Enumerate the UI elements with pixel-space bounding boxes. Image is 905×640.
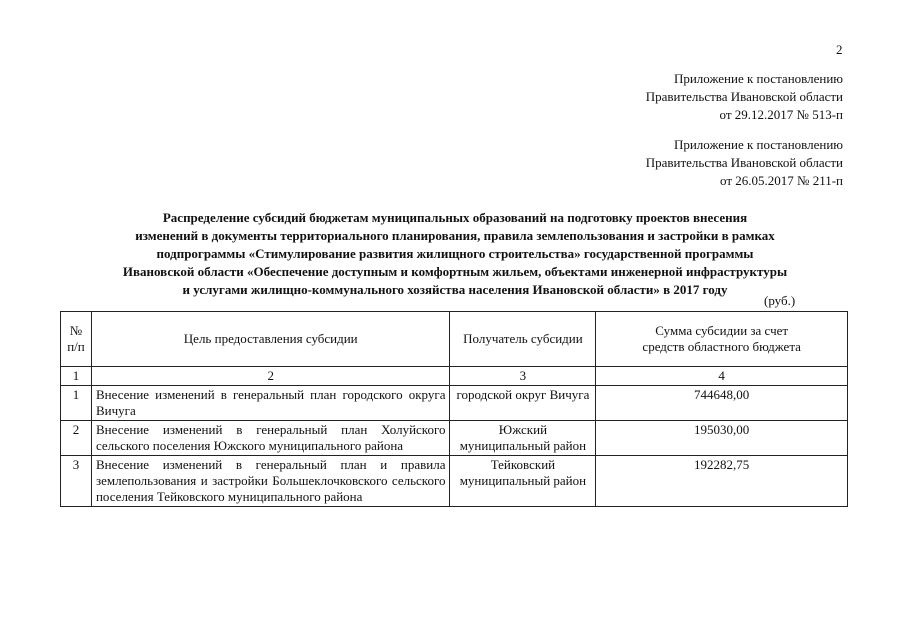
header-num-line-1: № [69, 323, 83, 338]
row-recipient: Южский муниципальный район [450, 421, 596, 456]
column-number: 1 [61, 367, 92, 386]
subsidy-table [60, 311, 848, 507]
title-line-3: подпрограммы «Стимулирование развития жилищного строительства» государственной программы [156, 246, 754, 261]
appendix-1-line-2: Правительства Ивановской области [645, 89, 843, 104]
row-purpose: Внесение изменений в генеральный план Холуйского сельского поселения Южского муниципального района [91, 421, 450, 456]
page-number: 2 [836, 42, 843, 57]
table-header-row [61, 312, 848, 367]
row-number: 2 [61, 421, 92, 456]
appendix-2-line-1: Приложение к постановлению [673, 137, 843, 152]
row-purpose: Внесение изменений в генеральный план и правила землепользования и застройки Большеклочковского сельского поселения Тейковского муниципального района [91, 456, 450, 507]
column-number: 4 [596, 367, 848, 386]
column-number-row [61, 367, 848, 386]
row-amount: 744648,00 [596, 386, 848, 421]
appendix-2-line-2: Правительства Ивановской области [645, 155, 843, 170]
header-amount-line-2: средств областного бюджета [642, 339, 801, 354]
title-line-4: Ивановской области «Обеспечение доступным и комфортным жильем, объектами инженерной инфраструктуры [122, 264, 788, 279]
appendix-block-1 [646, 70, 843, 124]
table-row [61, 386, 848, 421]
table-row [61, 421, 848, 456]
document-title [60, 209, 850, 299]
row-recipient: городской округ Вичуга [450, 386, 596, 421]
header-num-line-2: п/п [67, 339, 85, 354]
row-number: 1 [61, 386, 92, 421]
column-number: 2 [91, 367, 450, 386]
header-num [61, 312, 92, 367]
row-number: 3 [61, 456, 92, 507]
header-recipient: Получатель субсидии [450, 312, 596, 367]
units-label: (руб.) [764, 293, 796, 308]
row-amount: 192282,75 [596, 456, 848, 507]
appendix-block-2 [646, 136, 843, 190]
header-amount-line-1: Сумма субсидии за счет [655, 323, 789, 338]
appendix-1-line-1: Приложение к постановлению [673, 71, 843, 86]
row-purpose: Внесение изменений в генеральный план городского округа Вичуга [91, 386, 450, 421]
title-line-2: изменений в документы территориального планирования, правила землепользования и застройки в рамках [135, 228, 775, 243]
appendix-1-line-3: от 29.12.2017 № 513-п [719, 107, 843, 122]
header-purpose: Цель предоставления субсидии [91, 312, 450, 367]
appendix-2-line-3: от 26.05.2017 № 211-п [720, 173, 843, 188]
header-amount [596, 312, 848, 367]
title-line-1: Распределение субсидий бюджетам муниципальных образований на подготовку проектов внесения [162, 210, 748, 225]
table-row [61, 456, 848, 507]
title-line-5: и услугами жилищно-коммунального хозяйства населения Ивановской области» в 2017 году [182, 282, 728, 297]
row-amount: 195030,00 [596, 421, 848, 456]
column-number: 3 [450, 367, 596, 386]
row-recipient: Тейковский муниципальный район [450, 456, 596, 507]
